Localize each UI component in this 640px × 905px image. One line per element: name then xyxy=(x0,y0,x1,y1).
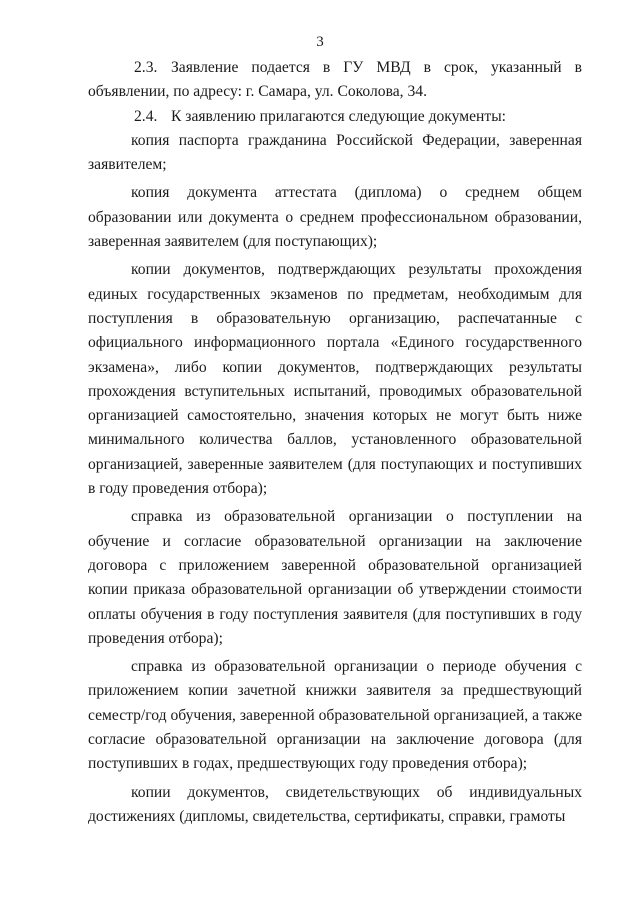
clause-number: 2.3. xyxy=(134,59,158,76)
document-item-certificate: копия документа аттестата (диплома) о среднем общем образовании или документа о среднем профессиональном образовании, заверенная заявителем (для поступающих); xyxy=(88,184,582,251)
page-number: 3 xyxy=(316,34,324,50)
clause-2-3 xyxy=(88,56,582,105)
document-item-exam-results: копии документов, подтверждающих результаты прохождения единых государственных экзаменов по предметам, необходимым для поступления в образовательную организацию, распечатанные с официального информационного портала «Единого государственного экзамена», либо копии документов, подтверждающих результаты прохождения вступительных испытаний, проводимых образовательной организацией самостоятельно, значения которых не могут быть ниже минимального количества баллов, установленного образовательной организацией, заверенные заявителем (для поступающих и поступивших в году проведения отбора); xyxy=(88,261,582,498)
document-item-study-period-certificate: справка из образовательной организации о периоде обучения с приложением копии зачетной книжки заявителя за предшествующий семестр/год обучения, заверенной образовательной организацией, а также согласие образовательной организации на заключение договора (для поступивших в годах, предшествующих году проведения отбора); xyxy=(88,658,582,773)
clause-number: 2.4. xyxy=(134,107,158,125)
clause-2-4 xyxy=(88,105,582,129)
document-item-passport: копия паспорта гражданина Российской Федерации, заверенная заявителем; xyxy=(88,131,582,174)
document-body xyxy=(88,56,582,829)
clause-text: К заявлению прилагаются следующие документы: xyxy=(171,107,507,125)
document-item-admission-certificate: справка из образовательной организации о поступлении на обучение и согласие образовательной организации на заключение договора с приложением заверенной образовательной организацией копии приказа образовательной организации об утверждении стоимости оплаты обучения в году поступления заявителя (для поступивших в году проведения отбора); xyxy=(88,508,582,647)
clause-text: Заявление подается в ГУ МВД в срок, указанный в объявлении, по адресу: г. Самара, ул. Соколова, 34. xyxy=(88,59,582,101)
document-item-achievements: копии документов, свидетельствующих об индивидуальных достижениях (дипломы, свидетельства, сертификаты, справки, грамоты xyxy=(88,783,582,825)
